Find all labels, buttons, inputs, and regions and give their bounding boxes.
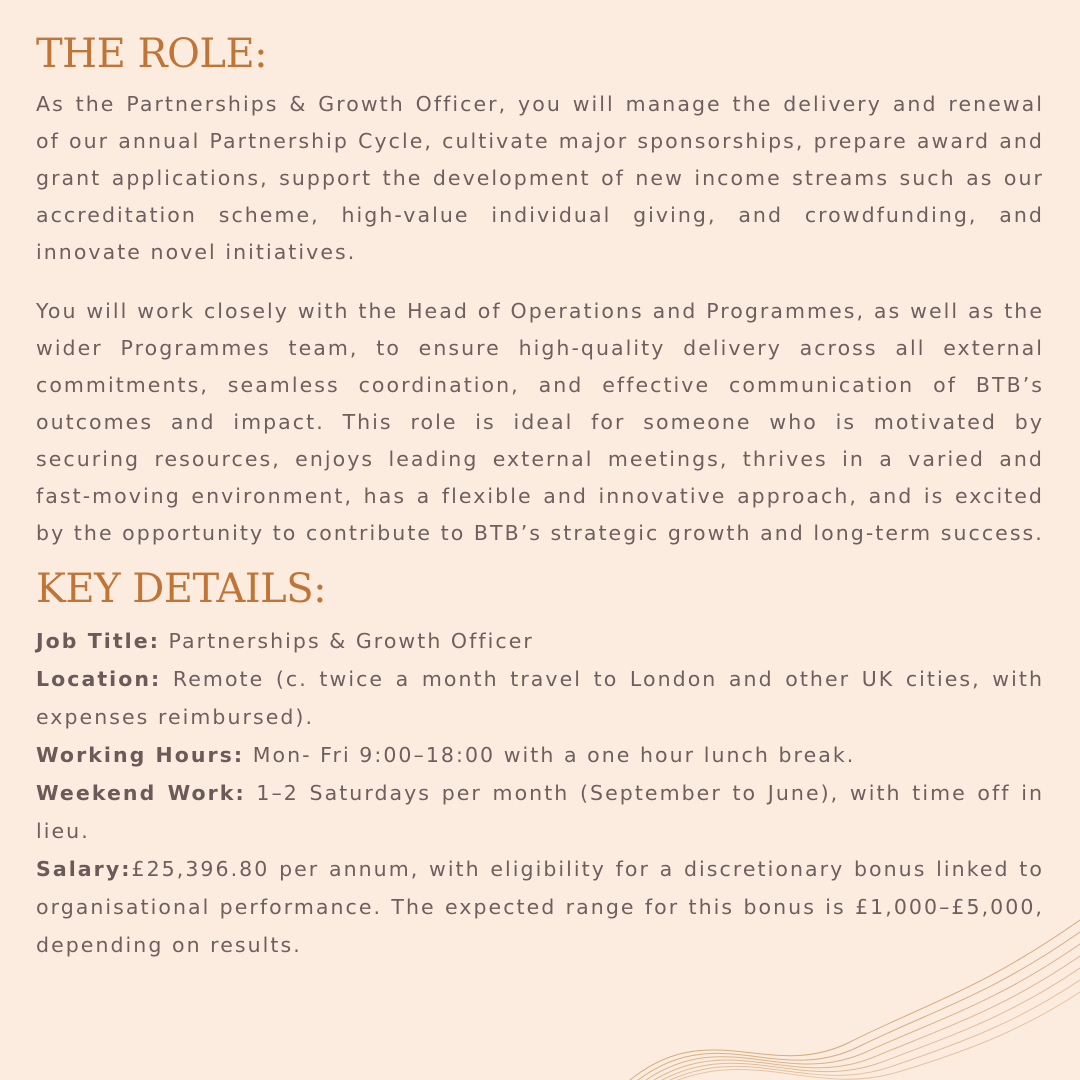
- job-description-page: [36, 28, 1044, 964]
- detail-value: 1–2 Saturdays per month (September to June), with time off in lieu.: [36, 781, 1044, 843]
- key-details-list: [36, 622, 1044, 964]
- detail-salary: [36, 850, 1044, 964]
- detail-label: Salary:: [36, 857, 132, 881]
- key-details-heading: KEY DETAILS:: [36, 566, 327, 612]
- detail-value: Partnerships & Growth Officer: [159, 629, 534, 653]
- detail-weekend-work: [36, 774, 1044, 850]
- detail-working-hours: [36, 736, 1044, 774]
- detail-job-title: [36, 622, 1044, 660]
- role-heading: THE ROLE:: [36, 31, 268, 77]
- detail-value: Remote (c. twice a month travel to London and other UK cities, with expenses reimbursed).: [36, 667, 1044, 729]
- detail-value: £25,396.80 per annum, with eligibility for a discretionary bonus linked to organisational performance. The expected range for this bonus is £1,000–£5,000, depending on results.: [36, 857, 1044, 957]
- role-paragraph-2: You will work closely with the Head of Operations and Programmes, as well as the wider Programmes team, to ensure high-quality delivery across all external commitments, seamless coordination, and effective communication of BTB’s outcomes and impact. This role is ideal for someone who is motivated by securing resources, enjoys leading external meetings, thrives in a varied and fast-moving environment, has a flexible and innovative approach, and is excited by the opportunity to contribute to BTB’s strategic growth and long-term success.: [36, 299, 1044, 545]
- detail-value: Mon- Fri 9:00–18:00 with a one hour lunch break.: [244, 743, 856, 767]
- detail-label: Working Hours:: [36, 743, 245, 767]
- detail-label: Weekend Work:: [36, 781, 246, 805]
- detail-label: Location:: [36, 667, 162, 691]
- role-paragraph-1: As the Partnerships & Growth Officer, you will manage the delivery and renewal of our annual Partnership Cycle, cultivate major sponsorships, prepare award and grant applications, support the development of new income streams such as our accreditation scheme, high-value individual giving, and crowdfunding, and innovate novel initiatives.: [36, 92, 1044, 264]
- detail-label: Job Title:: [36, 629, 160, 653]
- detail-location: [36, 660, 1044, 736]
